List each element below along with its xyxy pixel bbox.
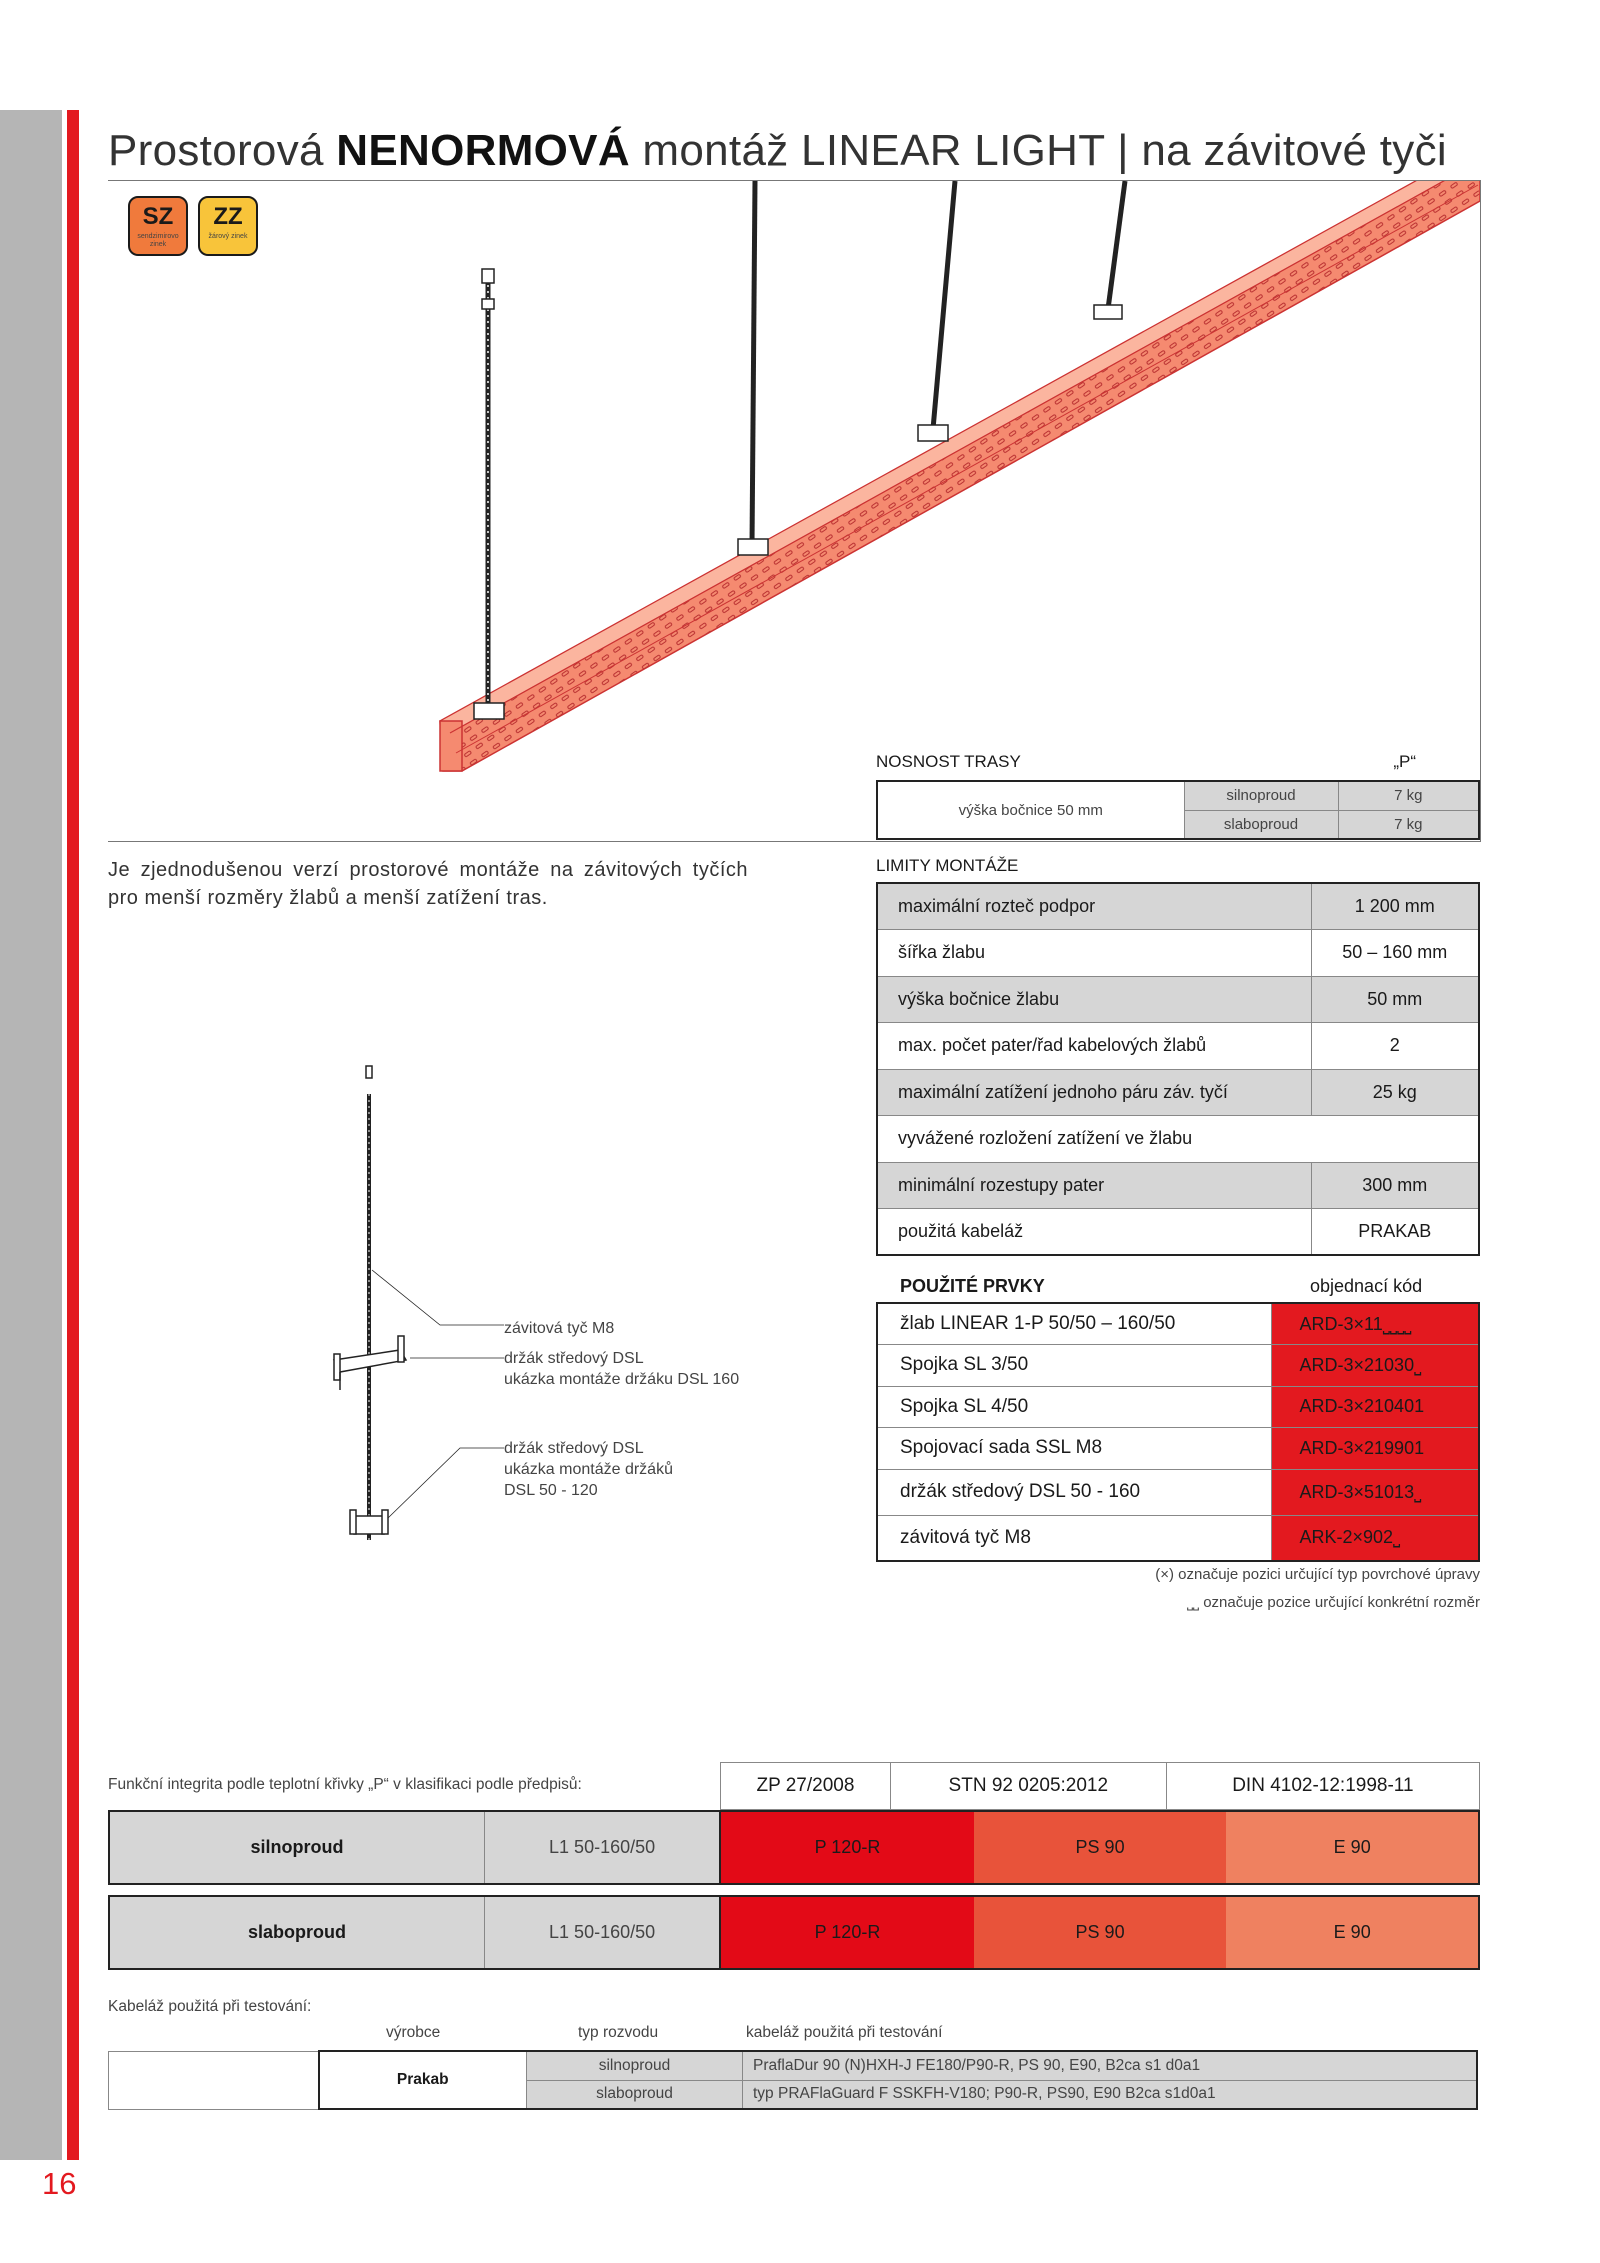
table-row (877, 1515, 1479, 1561)
table-row (877, 1345, 1479, 1387)
parts-code-title: objednací kód (1310, 1276, 1423, 1296)
red-side-strip (67, 110, 79, 2160)
load-height-label: výška bočnice 50 mm (877, 781, 1184, 839)
standard-label: STN 92 0205:2012 (890, 1763, 1166, 1810)
standard-label: DIN 4102-12:1998-11 (1166, 1763, 1479, 1810)
cabling-empty-cell (109, 2051, 319, 2109)
table-row (877, 781, 1479, 810)
label-bracket2-note1: ukázka montáže držáků (504, 1461, 673, 1478)
fire-value: P 120-R (720, 1811, 974, 1884)
fire-value: E 90 (1226, 1896, 1479, 1969)
table-row (877, 1209, 1479, 1256)
part-code: ARD-3×21030⎵ (1271, 1345, 1479, 1387)
limit-value: PRAKAB (1311, 1209, 1479, 1256)
label-bracket-title: držák středový DSL (504, 1350, 644, 1367)
table-row (109, 2051, 1478, 2080)
limit-label: šířka žlabu (877, 930, 1311, 977)
page-title (108, 126, 1447, 176)
table-row (877, 883, 1479, 930)
part-code: ARK-2×902⎵ (1271, 1515, 1479, 1561)
limit-label: minimální rozestupy pater (877, 1162, 1311, 1209)
parts-title: POUŽITÉ PRVKY (900, 1276, 1045, 1296)
fire-value: PS 90 (974, 1811, 1227, 1884)
load-profile: „P“ (1393, 752, 1416, 771)
cabling-type: silnoproud (527, 2051, 743, 2080)
cabling-table (108, 2050, 1478, 2110)
cabling-header-type: typ rozvodu (578, 2024, 659, 2041)
fire-row-slaboproud (108, 1895, 1480, 1970)
table-row (877, 1428, 1479, 1470)
limit-value: 1 200 mm (1311, 883, 1479, 930)
cabling-desc: PraflaDur 90 (N)HXH-J FE180/P90-R, PS 90, E90, B2ca s1 d0a1 (743, 2051, 1478, 2080)
table-row (877, 1303, 1479, 1345)
table-row (877, 1386, 1479, 1428)
fire-value: PS 90 (974, 1896, 1227, 1969)
table-row (109, 1896, 1479, 1969)
badge-sz-sub: sendzimirovo zinek (137, 233, 179, 248)
fire-row-label: silnoproud (109, 1811, 485, 1884)
page-number: 16 (42, 2166, 77, 2201)
table-row (877, 976, 1479, 1023)
load-title-text: NOSNOST TRASY (876, 752, 1021, 771)
table-row (877, 930, 1479, 977)
note-surface: (×) označuje pozici určující typ povrchové úpravy (1155, 1566, 1480, 1583)
label-bracket2 (504, 1438, 673, 1501)
table-row (877, 1023, 1479, 1070)
table-row (877, 1469, 1479, 1515)
fire-row-label: slaboproud (109, 1896, 485, 1969)
load-value: 7 kg (1338, 781, 1479, 810)
title-bold: NENORMOVÁ (336, 126, 630, 175)
fire-value: E 90 (1226, 1811, 1479, 1884)
load-type: silnoproud (1184, 781, 1338, 810)
cabling-header-maker: výrobce (386, 2024, 441, 2041)
limit-label: použitá kabeláž (898, 1221, 1024, 1241)
table-row (721, 1763, 1480, 1810)
part-name: Spojovací sada SSL M8 (877, 1428, 1271, 1470)
label-bracket (504, 1348, 739, 1390)
load-table (876, 780, 1480, 840)
fire-row-size: L1 50-160/50 (485, 1896, 721, 1969)
standard-label: ZP 27/2008 (721, 1763, 891, 1810)
table-row (109, 1811, 1479, 1884)
part-code: ARD-3×11⎵⎵⎵⎵ (1271, 1303, 1479, 1345)
part-name: Spojka SL 3/50 (877, 1345, 1271, 1387)
table-row (877, 1069, 1479, 1116)
tray-installation-drawing (110, 181, 1480, 841)
rod-detail-drawing (320, 1060, 520, 1560)
limit-value: 25 kg (1311, 1069, 1479, 1116)
label-rod: závitová tyč M8 (504, 1320, 615, 1337)
note-dimension: ⎵⎵ označuje pozice určující konkrétní rozměr (1187, 1594, 1480, 1611)
limit-label: vyvážené rozložení zatížení ve žlabu (877, 1116, 1479, 1163)
cabling-caption: Kabeláž použitá při testování: (108, 1998, 312, 2015)
limits-title: LIMITY MONTÁŽE (876, 856, 1019, 875)
load-title (876, 752, 1416, 772)
cabling-header-desc: kabeláž použitá při testování (746, 2024, 943, 2041)
limit-value: 300 mm (1311, 1162, 1479, 1209)
fire-caption: Funkční integrita podle teplotní křivky „P“ v klasifikaci podle předpisů: (108, 1776, 582, 1793)
limit-label: maximální rozteč podpor (877, 883, 1311, 930)
intro-text: Je zjednodušenou verzí prostorové montáže na závitových tyčích pro menší rozměry žlabů a menší zatížení tras. (108, 859, 748, 909)
limit-value: 50 – 160 mm (1311, 930, 1479, 977)
part-name: žlab LINEAR 1-P 50/50 – 160/50 (877, 1303, 1271, 1345)
limit-label: max. počet pater/řad kabelových žlabů (877, 1023, 1311, 1070)
part-code: ARD-3×219901 (1271, 1428, 1479, 1470)
load-type: slaboproud (1184, 810, 1338, 839)
part-code: ARD-3×51013⎵ (1271, 1469, 1479, 1515)
table-row (877, 1162, 1479, 1209)
limit-label: maximální zatížení jednoho páru záv. tyčí (877, 1069, 1311, 1116)
fire-standards-header (720, 1762, 1480, 1810)
badge-sz-code: SZ (142, 203, 174, 230)
limits-table (876, 882, 1480, 1256)
title-suffix: montáž LINEAR LIGHT | na závitové tyči (629, 126, 1447, 175)
cabling-maker: Prakab (319, 2051, 527, 2109)
limit-label: výška bočnice žlabu (877, 976, 1311, 1023)
part-code: ARD-3×210401 (1271, 1386, 1479, 1428)
limit-value: 2 (1311, 1023, 1479, 1070)
part-name: Spojka SL 4/50 (877, 1386, 1271, 1428)
part-name: závitová tyč M8 (900, 1526, 1031, 1548)
table-row (877, 1116, 1479, 1163)
badge-zz-code: ZZ (213, 203, 243, 230)
label-bracket2-title: držák středový DSL (504, 1440, 644, 1457)
fire-row-size: L1 50-160/50 (485, 1811, 721, 1884)
label-bracket2-note2: DSL 50 - 120 (504, 1482, 598, 1499)
label-bracket-note: ukázka montáže držáku DSL 160 (504, 1371, 740, 1388)
part-name: držák středový DSL 50 - 160 (877, 1469, 1271, 1515)
badge-zz-sub: žárový zinek (208, 233, 248, 240)
fire-row-silnoproud (108, 1810, 1480, 1885)
title-prefix: Prostorová (108, 126, 337, 175)
load-value: 7 kg (1338, 810, 1479, 839)
cabling-desc: typ PRAFlaGuard F SSKFH-V180; P90-R, PS90, E90 B2ca s1d0a1 (743, 2080, 1478, 2109)
limit-value: 50 mm (1311, 976, 1479, 1023)
grey-side-strip (0, 110, 62, 2160)
cabling-type: slaboproud (527, 2080, 743, 2109)
parts-table (876, 1302, 1480, 1562)
fire-value: P 120-R (720, 1896, 974, 1969)
